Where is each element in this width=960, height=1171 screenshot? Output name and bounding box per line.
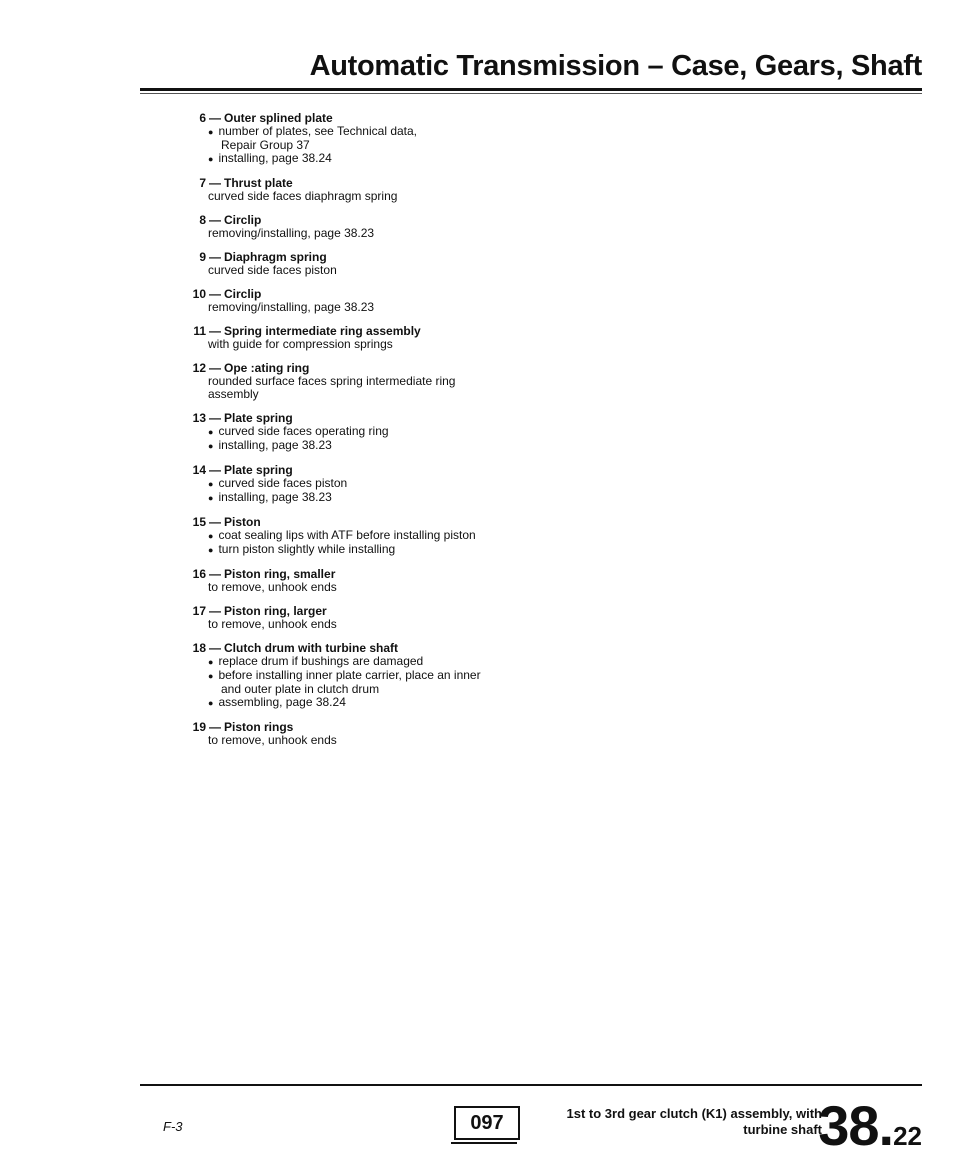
item-number: 8 — [199, 213, 206, 227]
item-title: Piston rings — [224, 720, 294, 734]
list-item — [164, 721, 584, 747]
code-box: 097 — [454, 1106, 520, 1140]
item-dash: — — [209, 515, 221, 529]
item-body — [164, 190, 584, 203]
item-number: 17 — [192, 604, 206, 618]
item-body — [164, 581, 584, 594]
item-title: Piston ring, smaller — [224, 567, 336, 581]
text-line: to remove, unhook ends — [208, 580, 337, 594]
item-dash: — — [209, 463, 221, 477]
item-dash: — — [209, 176, 221, 190]
bullet-line: ● replace drum if bushings are damaged — [208, 655, 584, 669]
bullet-line: ● curved side faces operating ring — [208, 425, 584, 439]
item-number: 18 — [192, 641, 206, 655]
header-rule-thin — [140, 93, 922, 94]
item-number: 9 — [199, 250, 206, 264]
item-title: Ope :ating ring — [224, 361, 310, 375]
item-dash: — — [209, 411, 221, 425]
item-body — [164, 301, 584, 314]
header-rule — [140, 88, 922, 91]
item-body — [164, 227, 584, 240]
list-item — [164, 464, 584, 505]
item-number: 15 — [192, 515, 206, 529]
item-dash: — — [209, 287, 221, 301]
page-number-minor: 22 — [893, 1121, 922, 1151]
text-line: with guide for compression springs — [208, 337, 393, 351]
item-dash: — — [209, 641, 221, 655]
item-body — [164, 655, 584, 710]
item-dash: — — [209, 250, 221, 264]
list-item — [164, 112, 584, 166]
bullet-line: ● assembling, page 38.24 — [208, 696, 584, 710]
item-title: Spring intermediate ring assembly — [224, 324, 421, 338]
bullet-line: ● coat sealing lips with ATF before installing piston — [208, 529, 584, 543]
page-number-major: 38. — [818, 1094, 894, 1157]
list-item — [164, 516, 584, 557]
list-item — [164, 251, 584, 277]
footer-rule — [140, 1084, 922, 1086]
item-number: 7 — [199, 176, 206, 190]
list-item — [164, 568, 584, 594]
text-line: Repair Group 37 — [221, 138, 310, 152]
footer-description-line1: 1st to 3rd gear clutch (K1) assembly, with — [566, 1106, 822, 1121]
item-dash: — — [209, 361, 221, 375]
item-body — [164, 618, 584, 631]
bullet-line: ● installing, page 38.23 — [208, 491, 584, 505]
item-body — [164, 477, 584, 505]
item-dash: — — [209, 111, 221, 125]
bullet-line: ● curved side faces piston — [208, 477, 584, 491]
item-title: Diaphragm spring — [224, 250, 327, 264]
item-body — [164, 529, 584, 557]
item-title: Piston ring, larger — [224, 604, 327, 618]
item-body — [164, 125, 584, 166]
footer-description-line2: turbine shaft — [743, 1122, 822, 1137]
item-title: Thrust plate — [224, 176, 293, 190]
item-body — [164, 338, 584, 351]
item-title: Outer splined plate — [224, 111, 333, 125]
item-dash: — — [209, 604, 221, 618]
item-number: 12 — [192, 361, 206, 375]
list-item — [164, 325, 584, 351]
text-line: to remove, unhook ends — [208, 617, 337, 631]
text-line: removing/installing, page 38.23 — [208, 300, 375, 314]
item-dash: — — [209, 213, 221, 227]
text-line: and outer plate in clutch drum — [221, 682, 380, 696]
text-line: assembly — [208, 387, 259, 401]
item-number: 6 — [199, 111, 206, 125]
bullet-line: ● installing, page 38.23 — [208, 439, 584, 453]
list-item — [164, 412, 584, 453]
item-title: Clutch drum with turbine shaft — [224, 641, 398, 655]
item-dash: — — [209, 720, 221, 734]
item-body — [164, 264, 584, 277]
item-number: 19 — [192, 720, 206, 734]
item-number: 14 — [192, 463, 206, 477]
item-number: 13 — [192, 411, 206, 425]
component-list — [164, 112, 584, 758]
item-number: 11 — [193, 324, 206, 338]
bullet-line: ● turn piston slightly while installing — [208, 543, 584, 557]
list-item — [164, 214, 584, 240]
text-line: removing/installing, page 38.23 — [208, 226, 375, 240]
item-body — [164, 375, 584, 401]
footer-description — [567, 1106, 823, 1138]
list-item — [164, 288, 584, 314]
page-code: F-3 — [163, 1119, 183, 1134]
bullet-line: ● number of plates, see Technical data, — [208, 125, 584, 139]
list-item — [164, 177, 584, 203]
list-item — [164, 642, 584, 710]
page-number — [818, 1093, 922, 1158]
text-line: to remove, unhook ends — [208, 733, 337, 747]
text-line: rounded surface faces spring intermediate ring — [208, 374, 456, 388]
item-title: Circlip — [224, 287, 262, 301]
item-body — [164, 425, 584, 453]
item-title: Circlip — [224, 213, 262, 227]
list-item — [164, 605, 584, 631]
bullet-line: ● installing, page 38.24 — [208, 152, 584, 166]
item-number: 10 — [192, 287, 206, 301]
item-dash: — — [209, 567, 221, 581]
item-body — [164, 734, 584, 747]
item-dash: — — [209, 324, 221, 338]
bullet-line: ● before installing inner plate carrier, place an inner — [208, 669, 584, 683]
item-title: Plate spring — [224, 411, 293, 425]
text-line: curved side faces piston — [208, 263, 337, 277]
text-line: curved side faces diaphragm spring — [208, 189, 398, 203]
item-title: Plate spring — [224, 463, 293, 477]
item-number: 16 — [192, 567, 206, 581]
page-title: Automatic Transmission – Case, Gears, Shaft — [309, 50, 922, 82]
list-item — [164, 362, 584, 401]
item-title: Piston — [224, 515, 261, 529]
